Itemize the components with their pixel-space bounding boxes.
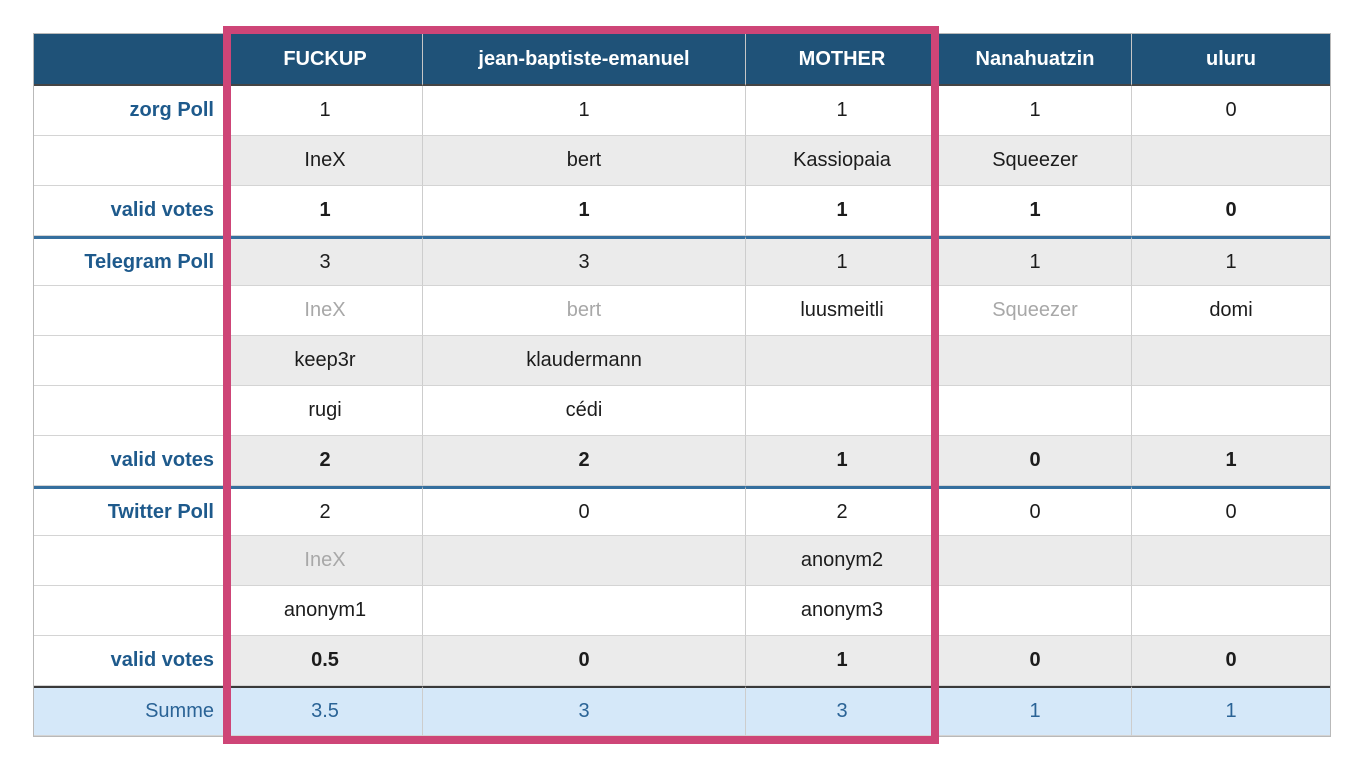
cell (939, 386, 1132, 436)
row-label: zorg Poll (34, 86, 228, 136)
cell: 0 (939, 486, 1132, 536)
cell: 1 (228, 186, 423, 236)
cell: 1 (423, 86, 746, 136)
cell (746, 336, 939, 386)
column-header: MOTHER (746, 34, 939, 86)
cell: 1 (1132, 686, 1330, 736)
cell: anonym1 (228, 586, 423, 636)
cell: 2 (228, 486, 423, 536)
row-label (34, 136, 228, 186)
cell (939, 336, 1132, 386)
cell: 0 (1132, 186, 1330, 236)
row-label: valid votes (34, 186, 228, 236)
cell: IneX (228, 536, 423, 586)
cell: 0 (1132, 86, 1330, 136)
cell: 0 (939, 636, 1132, 686)
cell: keep3r (228, 336, 423, 386)
cell: Kassiopaia (746, 136, 939, 186)
row-label (34, 536, 228, 586)
cell: 1 (746, 186, 939, 236)
cell: Squeezer (939, 136, 1132, 186)
cell: 1 (939, 236, 1132, 286)
column-header: jean-baptiste-emanuel (423, 34, 746, 86)
row-label: valid votes (34, 436, 228, 486)
cell: 1 (939, 86, 1132, 136)
cell (1132, 336, 1330, 386)
cell: 1 (1132, 236, 1330, 286)
row-label: Telegram Poll (34, 236, 228, 286)
cell (746, 386, 939, 436)
cell (1132, 586, 1330, 636)
cell (1132, 536, 1330, 586)
cell (1132, 386, 1330, 436)
cell: 0 (1132, 636, 1330, 686)
cell: klaudermann (423, 336, 746, 386)
cell: 0.5 (228, 636, 423, 686)
cell: 3 (423, 686, 746, 736)
cell: 1 (1132, 436, 1330, 486)
cell: cédi (423, 386, 746, 436)
row-label (34, 586, 228, 636)
cell: 2 (423, 436, 746, 486)
cell: 1 (939, 686, 1132, 736)
cell: 0 (423, 636, 746, 686)
cell (939, 536, 1132, 586)
cell: 0 (1132, 486, 1330, 536)
cell (939, 586, 1132, 636)
cell: rugi (228, 386, 423, 436)
cell: bert (423, 286, 746, 336)
column-header: uluru (1132, 34, 1330, 86)
cell: 2 (746, 486, 939, 536)
cell: 3 (746, 686, 939, 736)
cell: 0 (939, 436, 1132, 486)
cell: Squeezer (939, 286, 1132, 336)
cell: IneX (228, 136, 423, 186)
cell: luusmeitli (746, 286, 939, 336)
row-label: valid votes (34, 636, 228, 686)
cell: 1 (423, 186, 746, 236)
cell: 1 (746, 436, 939, 486)
cell (423, 536, 746, 586)
row-label (34, 386, 228, 436)
cell: 3 (423, 236, 746, 286)
row-label: Twitter Poll (34, 486, 228, 536)
row-label-header (34, 34, 228, 86)
column-header: Nanahuatzin (939, 34, 1132, 86)
cell: anonym2 (746, 536, 939, 586)
cell: 1 (228, 86, 423, 136)
poll-results-table (33, 33, 1331, 737)
column-header: FUCKUP (228, 34, 423, 86)
cell: anonym3 (746, 586, 939, 636)
cell: 1 (746, 86, 939, 136)
cell (423, 586, 746, 636)
cell: IneX (228, 286, 423, 336)
cell: 3 (228, 236, 423, 286)
row-label (34, 286, 228, 336)
row-label (34, 336, 228, 386)
cell: 0 (423, 486, 746, 536)
row-label: Summe (34, 686, 228, 736)
cell: 1 (746, 636, 939, 686)
cell: domi (1132, 286, 1330, 336)
cell: bert (423, 136, 746, 186)
cell (1132, 136, 1330, 186)
cell: 1 (746, 236, 939, 286)
cell: 2 (228, 436, 423, 486)
cell: 1 (939, 186, 1132, 236)
cell: 3.5 (228, 686, 423, 736)
